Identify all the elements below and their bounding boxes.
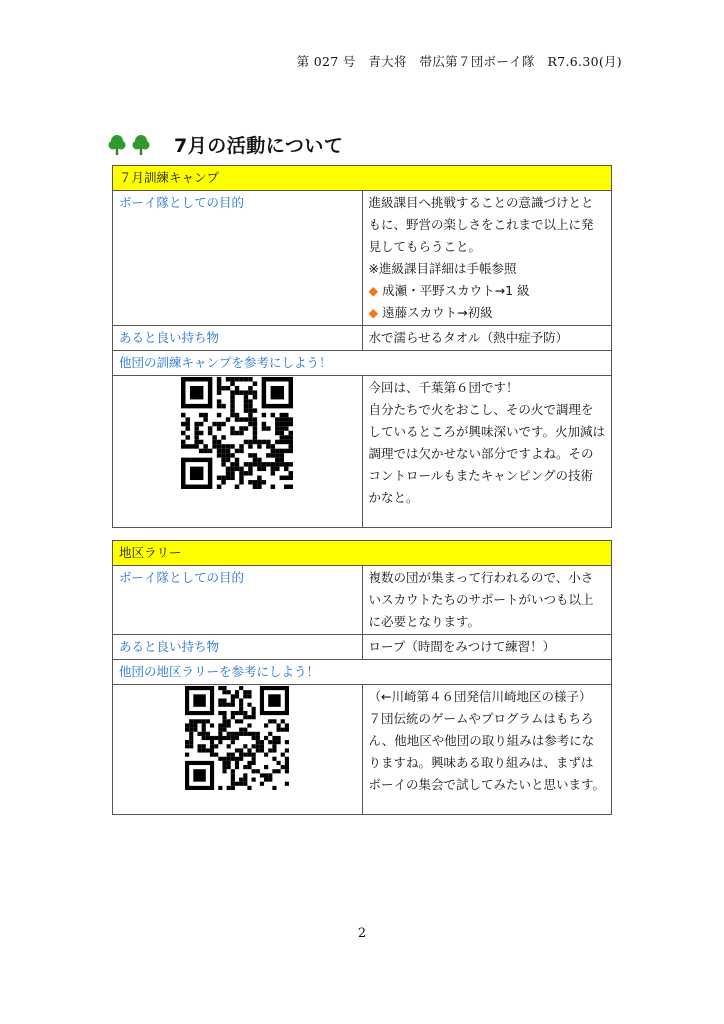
rally-items-label: あると良い持ち物 [113,635,363,660]
newsletter-header: 第 027 号 青大将 帯広第７団ボーイ隊 R7.6.30(月) [296,54,622,69]
camp-reference-text: 今回は、千葉第６団です！ 自分たちで火をおこし、その火で調理をしているところが興味深いです。火加減は調理では欠かせない部分ですよね。そのコントロールもまたキャンピングの技術かなと。 [362,376,612,528]
rally-table [112,540,612,815]
tree-icon [108,134,126,156]
camp-table [112,165,612,528]
camp-purpose-cell [362,191,612,326]
camp-purpose-item: ◆ 成瀬・平野スカウト→1 級 [368,283,530,298]
qr-code-icon[interactable] [185,686,289,790]
camp-purpose-label: ボーイ隊としての目的 [113,191,363,326]
tree-icon [132,134,150,156]
qr-code-icon[interactable] [181,377,293,489]
rally-qr-cell [113,685,363,815]
section-title [108,131,343,158]
rally-reference-label: 他団の地区ラリーを参考にしよう！ [113,660,612,685]
rally-purpose-label: ボーイ隊としての目的 [113,566,363,635]
camp-title: ７月訓練キャンプ [113,166,612,191]
section-heading: 7月の活動について [174,135,344,157]
camp-qr-cell [113,376,363,528]
rally-purpose-text: 複数の団が集まって行われるので、小さいスカウトたちのサポートがいつも以上に必要となります。 [362,566,612,635]
camp-reference-label: 他団の訓練キャンプを参考にしよう！ [113,351,612,376]
diamond-bullet-icon: ◆ [368,305,379,320]
rally-items-text: ロープ（時間をみつけて練習！） [362,635,612,660]
rally-title: 地区ラリー [113,541,612,566]
camp-items-label: あると良い持ち物 [113,326,363,351]
camp-purpose-item: ◆ 遠藤スカウト→初級 [368,305,493,320]
camp-purpose-text: 進級課目へ挑戦することの意識づけとともに、野営の楽しさをこれまで以上に発見してもらうこと。 [368,195,594,254]
camp-purpose-note: ※進級課目詳細は手帳参照 [368,261,517,276]
diamond-bullet-icon: ◆ [368,283,379,298]
camp-items-text: 水で濡らせるタオル（熱中症予防） [362,326,612,351]
page-number: 2 [357,926,367,941]
rally-reference-text: （←川崎第４６団発信川崎地区の様子） ７団伝統のゲームやプログラムはもちろん、他地区や他団の取り組みは参考になりますね。興味ある取り組みは、まずはボーイの集会で試してみたいと思います。 [362,685,612,815]
